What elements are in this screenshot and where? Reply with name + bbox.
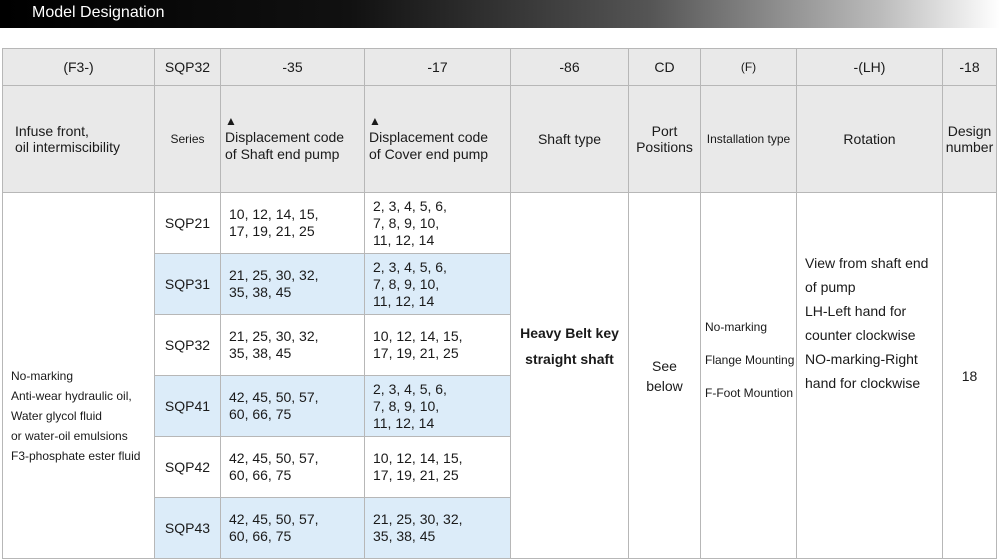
code-cell: (F) [701,49,797,86]
shaft-type-header: Shaft type [511,86,629,193]
port-cell: See below [629,193,701,559]
rotation-cell: View from shaft end of pump LH-Left hand for counter clockwise NO-marking-Right hand for clockwise [797,193,943,559]
installation-header: Installation type [701,86,797,193]
series-cell: SQP32 [155,315,221,376]
code-cell: -17 [365,49,511,86]
label-header-row [3,86,997,193]
code-cell: (F3-) [3,49,155,86]
series-cell: SQP42 [155,437,221,498]
table-row [3,193,997,254]
cover-displacement-cell: 2, 3, 4, 5, 6, 7, 8, 9, 10, 11, 12, 14 [365,193,511,254]
triangle-icon: ▲ [225,114,237,128]
cover-displacement-cell: 10, 12, 14, 15, 17, 19, 21, 25 [365,437,511,498]
design-header: Design number [943,86,997,193]
triangle-icon: ▲ [369,114,381,128]
section-banner [0,0,1000,28]
series-cell: SQP43 [155,498,221,559]
infuse-header: Infuse front, oil intermiscibility [3,86,155,193]
code-cell: -35 [221,49,365,86]
code-header-row [3,49,997,86]
rotation-header: Rotation [797,86,943,193]
cover-displacement-cell: 2, 3, 4, 5, 6, 7, 8, 9, 10, 11, 12, 14 [365,376,511,437]
shaft-displacement-cell: 42, 45, 50, 57, 60, 66, 75 [221,376,365,437]
fluid-cell: No-marking Anti-wear hydraulic oil, Water glycol fluid or water-oil emulsions F3-phosphate ester fluid [3,193,155,559]
shaft-displacement-cell: 42, 45, 50, 57, 60, 66, 75 [221,498,365,559]
code-cell: -(LH) [797,49,943,86]
design-number-cell: 18 [943,193,997,559]
shaft-displacement-header: ▲ Displacement code of Shaft end pump [221,86,365,193]
shaft-type-cell: Heavy Belt key straight shaft [511,193,629,559]
shaft-displacement-cell: 21, 25, 30, 32, 35, 38, 45 [221,315,365,376]
section-title: Model Designation [32,4,165,21]
series-cell: SQP41 [155,376,221,437]
cover-displacement-cell: 21, 25, 30, 32, 35, 38, 45 [365,498,511,559]
model-designation-table [2,48,997,559]
shaft-displacement-cell: 42, 45, 50, 57, 60, 66, 75 [221,437,365,498]
code-cell: -18 [943,49,997,86]
series-cell: SQP21 [155,193,221,254]
code-cell: CD [629,49,701,86]
cover-displacement-cell: 10, 12, 14, 15, 17, 19, 21, 25 [365,315,511,376]
cover-displacement-cell: 2, 3, 4, 5, 6, 7, 8, 9, 10, 11, 12, 14 [365,254,511,315]
code-cell: SQP32 [155,49,221,86]
series-cell: SQP31 [155,254,221,315]
series-header: Series [155,86,221,193]
shaft-displacement-cell: 10, 12, 14, 15, 17, 19, 21, 25 [221,193,365,254]
port-header: Port Positions [629,86,701,193]
installation-cell: No-marking Flange Mounting F-Foot Mountion [701,193,797,559]
code-cell: -86 [511,49,629,86]
cover-displacement-header: ▲ Displacement code of Cover end pump [365,86,511,193]
shaft-displacement-cell: 21, 25, 30, 32, 35, 38, 45 [221,254,365,315]
